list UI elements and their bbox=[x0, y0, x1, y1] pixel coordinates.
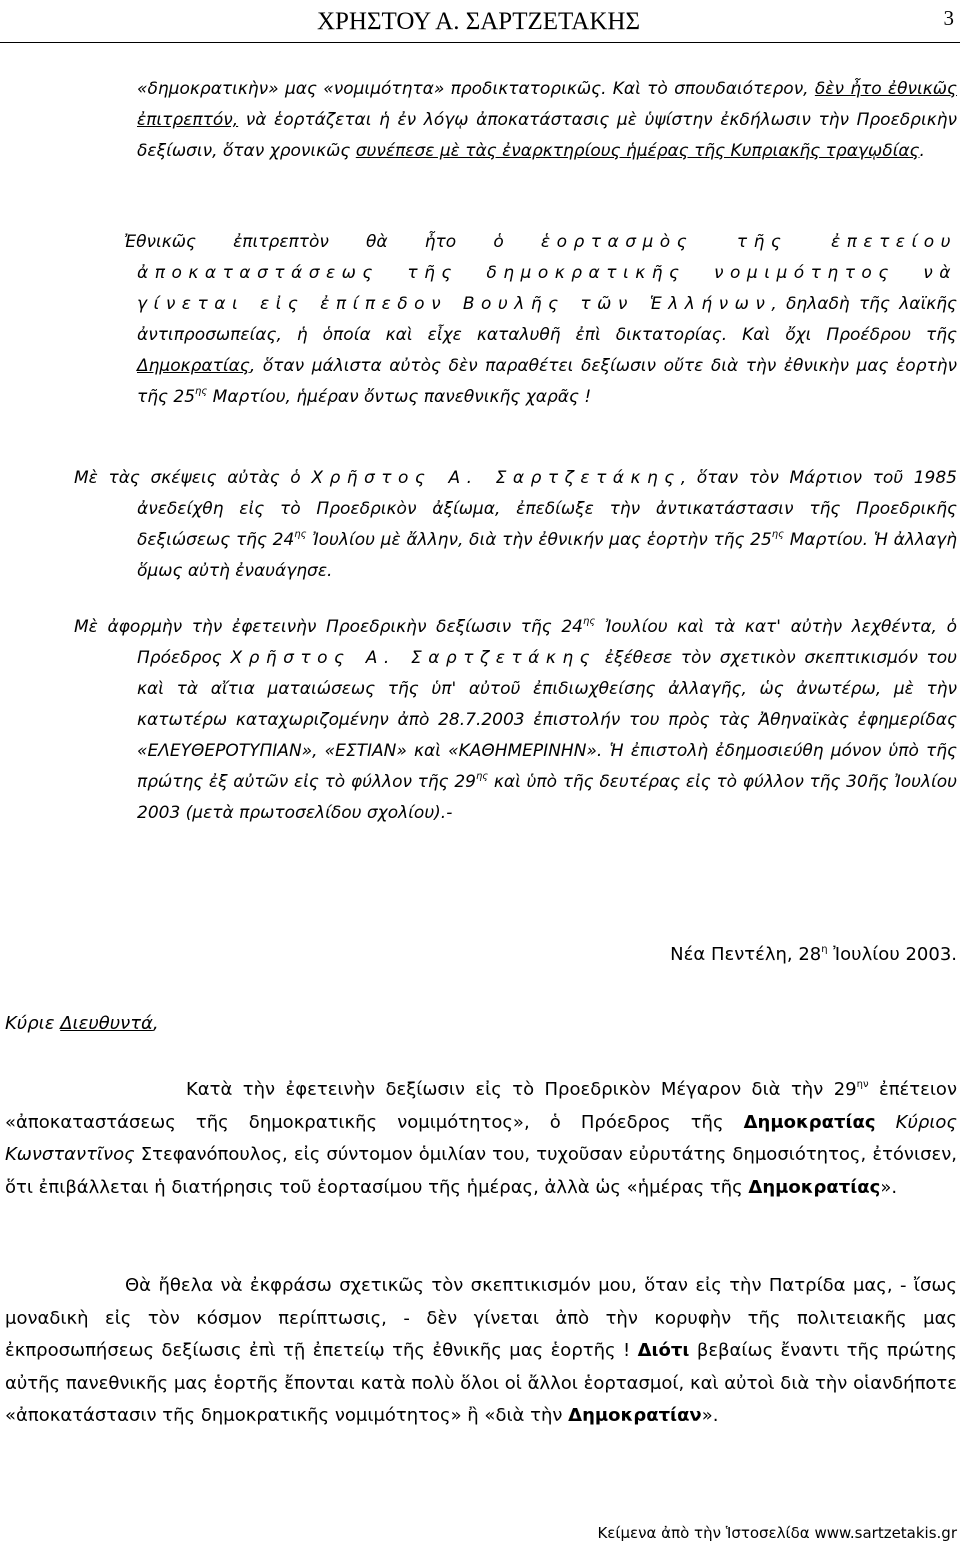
underlined-text: Διευθυντά bbox=[60, 1013, 153, 1034]
superscript: η bbox=[821, 944, 828, 955]
text-run: ἐπέτειον «ἀποκαταστάσεως τῆς δημοκρατικῆς νομιμότητος», ὁ Πρόεδρος τῆς bbox=[5, 1079, 958, 1133]
note-paragraph-3 bbox=[74, 463, 958, 587]
underlined-text: δὲν ἦτο ἐθνικῶς ἐπιτρεπτόν, bbox=[137, 79, 958, 130]
letter-paragraph-2 bbox=[5, 1270, 957, 1433]
superscript: ης bbox=[475, 771, 489, 782]
text-run: Θὰ ἤθελα νὰ ἐκφράσω σχετικῶς τὸν σκεπτικισμόν μου, ὅταν εἰς τὴν Πατρίδα μας, - ἴσως μοναδικὴ εἰς τὸν κόσμον περίπτωσις, - δὲν γίνεται ἀπὸ τὴν κορυφὴν τῆς πολιτειακῆς μας ἐκπροσωπήσεως δεξίωσις ἐπὶ τῇ ἐπετείῳ τῆς ἐθνικῆς μας ἑορτῆς ! bbox=[5, 1275, 957, 1361]
spaced-text: ἑορτασμὸς τῆς ἐπετείου ἀποκαταστάσεως τῆς δημοκρατικῆς νομιμότητος νὰ γίνεται εἰς ἐπίπεδον Βουλῆς τῶν Ἑλλήνων bbox=[137, 232, 957, 314]
underlined-text: Δημοκρατίας bbox=[137, 356, 250, 376]
text-run: , δηλαδὴ τῆς λαϊκῆς ἀντιπροσωπείας, ἡ ὁποία καὶ εἶχε καταλυθῆ ἐπὶ δικτατορίας. Καὶ ὄχι Προέδρου τῆς bbox=[137, 294, 958, 345]
header-title: ΧΡΗΣΤΟΥ Α. ΣΑΡΤΖΕΤΑΚΗΣ bbox=[316, 8, 640, 35]
letter-paragraph-1 bbox=[5, 1074, 957, 1204]
text-run: , bbox=[152, 1013, 159, 1034]
superscript: ης bbox=[195, 386, 208, 397]
spaced-text: Χρῆστος Α. Σαρτζετάκης bbox=[230, 648, 597, 668]
text-run: Στεφανόπουλος, εἰς σύντομον ὁμιλίαν του, τυχοῦσαν εὐρυτάτης δημοσιότητος, ἐτόνισεν, ὅτι ἐπιβάλλεται ἡ διατήρησις τοῦ ἑορτασίμου τῆς ἡμέρας, ἀλλὰ ὡς «ἡμέρας τῆς bbox=[5, 1144, 957, 1198]
bold-text: Δημοκρατίας bbox=[748, 1176, 881, 1198]
text-run: Μὲ τὰς σκέψεις αὐτὰς ὁ bbox=[74, 468, 312, 488]
text-run: Νέα Πεντέλη, 28 bbox=[670, 944, 822, 965]
italic-text: Κύριος Κωνσταντῖνος bbox=[5, 1111, 957, 1165]
text-run: «δημοκρατικὴν» μας «νομιμότητα» προδικτατορικῶς. Καὶ τὸ σπουδαιότερον, bbox=[137, 79, 815, 99]
letter-salutation bbox=[5, 1013, 159, 1034]
note-paragraph-1 bbox=[137, 74, 957, 167]
text-run: Μαρτίου, ἡμέραν ὄντως πανεθνικῆς χαρᾶς ! bbox=[207, 387, 592, 407]
superscript: ης bbox=[582, 616, 596, 627]
text-run: ἐξέθεσε τὸν σχετικὸν σκεπτικισμόν του καὶ τὰ αἴτια ματαιώσεως τῆς ὑπ' αὐτοῦ ἐπιδιωχθείσης ἀλλαγῆς, ὡς ἀνωτέρω, μὲ τὴν κατωτέρω καταχωριζομένην ἀπὸ 28.7.2003 ἐπιστολήν του πρὸς τὰς Ἀθηναϊκὰς ἐφημερίδας «ΕΛΕΥΘΕΡΟΤΥΠΙΑΝ», «ΕΣΤΙΑΝ» καὶ «ΚΑΘΗΜΕΡΙΝΗΝ». Ἡ ἐπιστολὴ ἐδημοσιεύθη μόνον ὑπὸ τῆς πρώτης ἐξ αὐτῶν εἰς τὸ φύλλον τῆς 29 bbox=[137, 648, 957, 792]
page-number: 3 bbox=[943, 6, 954, 30]
superscript: ης bbox=[771, 529, 785, 540]
text-run: βεβαίως ἔναντι τῆς πρώτης αὐτῆς πανεθνικῆς μας ἑορτῆς ἔπονται κατὰ πολὺ ὅλοι οἱ ἄλλοι ἑορτασμοί, καὶ αὐτοὶ διὰ τὴν οἱανδήποτε «ἀποκατάστασιν τῆς δημοκρατικῆς νομιμότητος» ἢ «διὰ τὴν bbox=[5, 1340, 957, 1426]
superscript: ην bbox=[856, 1079, 869, 1090]
page-footer: Κείμενα ἀπὸ τὴν Ἱστοσελίδα www.sartzetakis.gr bbox=[597, 1524, 957, 1542]
page-header bbox=[0, 6, 960, 43]
text-run: , ὅταν τὸν Μάρτιον τοῦ 1985 ἀνεδείχθη εἰς τὸ Προεδρικὸν ἀξίωμα, ἐπεδίωξε τὴν ἀντικατάστασιν τῆς Προεδρικῆς δεξιώσεως τῆς 24 bbox=[137, 468, 958, 550]
bold-text: Δημοκρατίας bbox=[743, 1111, 876, 1133]
text-run: Ἰουλίου 2003. bbox=[827, 944, 957, 965]
text-run bbox=[876, 1112, 896, 1133]
text-run: νὰ ἑορτάζεται ἡ ἐν λόγῳ ἀποκατάστασις μὲ ὑψίστην ἐκδήλωσιν τὴν Προεδρικὴν δεξίωσιν, ὅταν χρονικῶς bbox=[137, 110, 957, 161]
text-run: . bbox=[919, 141, 925, 161]
superscript: ης bbox=[294, 529, 307, 540]
text-run: ». bbox=[880, 1176, 898, 1198]
note-paragraph-4 bbox=[74, 612, 957, 829]
letter-place-date bbox=[670, 944, 957, 965]
text-run: Μὲ ἀφορμὴν τὴν ἐφετεινὴν Προεδρικὴν δεξίωσιν τῆς 24 bbox=[74, 617, 583, 637]
text-run: καὶ ὑπὸ τῆς δευτέρας εἰς τὸ φύλλον τῆς 30ῆς Ἰουλίου 2003 (μετὰ πρωτοσελίδου σχολίου).- bbox=[137, 772, 957, 823]
text-run: Ἰουλίου καὶ τὰ κατ' αὐτὴν λεχθέντα, ὁ Πρόεδρος bbox=[137, 617, 957, 668]
underlined-text: συνέπεσε μὲ τὰς ἐναρκτηρίους ἡμέρας τῆς Κυπριακῆς τραγῳδίας bbox=[355, 141, 920, 161]
text-run: Κατὰ τὴν ἐφετεινὴν δεξίωσιν εἰς τὸ Προεδρικὸν Μέγαρον διὰ τὴν 29 bbox=[186, 1079, 857, 1100]
bold-text: Δημοκρατίαν bbox=[568, 1405, 702, 1426]
note-paragraph-2 bbox=[124, 227, 958, 413]
text-run: Κύριε bbox=[5, 1013, 61, 1034]
text-run: Ἐθνικῶς ἐπιτρεπτὸν θὰ ἦτο ὁ bbox=[124, 232, 541, 252]
text-run: Μαρτίου. Ἡ ἀλλαγὴ ὅμως αὐτὴ ἐναυάγησε. bbox=[137, 530, 957, 581]
spaced-text: Χρῆστος Α. Σαρτζετάκης bbox=[311, 468, 681, 488]
text-run: , ὅταν μάλιστα αὐτὸς δὲν παραθέτει δεξίωσιν οὔτε διὰ τὴν ἐθνικὴν μας ἑορτὴν τῆς 25 bbox=[137, 356, 957, 407]
text-run: ». bbox=[701, 1405, 719, 1426]
bold-text: Διότι bbox=[637, 1340, 690, 1361]
text-run: Ἰουλίου μὲ ἄλλην, διὰ τὴν ἐθνικήν μας ἑορτὴν τῆς 25 bbox=[306, 530, 772, 550]
